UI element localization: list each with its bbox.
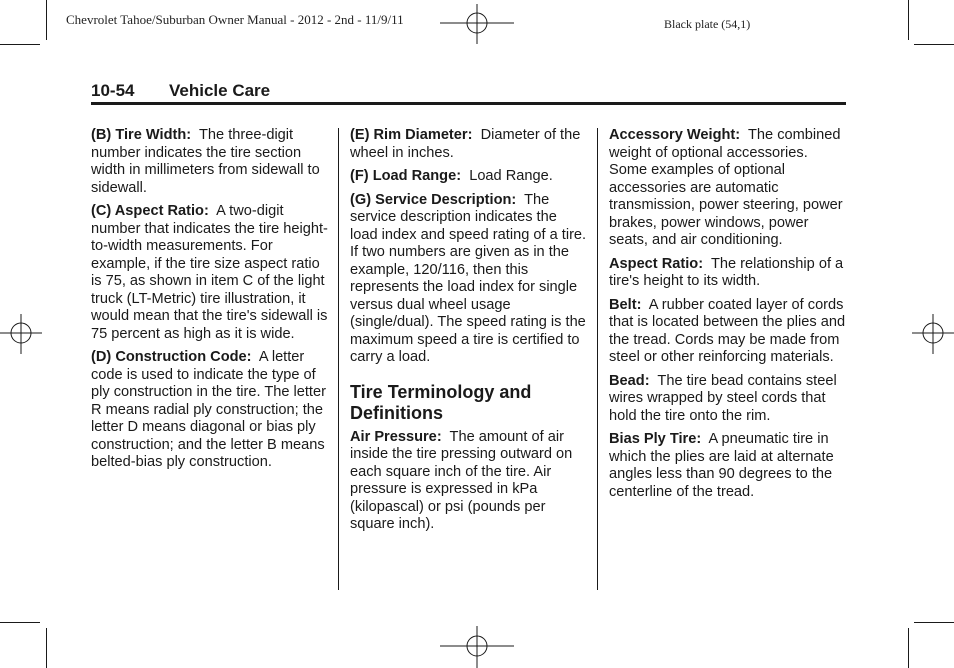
definition-entry: (F) Load Range: Load Range.	[350, 168, 553, 184]
definition-entry: Air Pressure: The amount of air inside the tire pressing outward on each square inch of the tire. Air pressure is expressed in kPa (kilopascal) or psi (pounds per square inch).	[350, 428, 573, 532]
definition-term: (G) Service Description	[350, 191, 512, 208]
definition-text: The tire bead contains steel wires wrapped by steel cords that hold the tire onto the rim.	[609, 372, 837, 424]
definition-term: (F) Load Range	[350, 168, 457, 184]
definition-text: The relationship of a tire's height to its width.	[609, 255, 844, 289]
definition-entry: (E) Rim Diameter: Diameter of the wheel in inches.	[350, 127, 581, 161]
definition-text: Load Range.	[469, 168, 553, 184]
definition-term: (B) Tire Width	[91, 127, 187, 143]
definition-entry: (G) Service Description: The service description indicates the load index and speed rating of a tire. If two numbers are given as in the example, 120/116, then this represents the load index for single versus dual wheel usage (single/dual). The speed rating is the maximum speed a tire is certified to carry a load.	[350, 191, 587, 365]
definition-entry: (D) Construction Code: A letter code is used to indicate the type of ply construction in the tire. The letter R means radial ply construction; the letter D means diagonal or bias ply construction; and the letter B means belted-bias ply construction.	[91, 349, 326, 470]
definition-entry: Bead: The tire bead contains steel wires wrapped by steel cords that hold the tire onto the rim.	[609, 372, 837, 424]
definition-entry: Accessory Weight: The combined weight of optional accessories. Some examples of optional accessories are automatic transmission, power steering, power brakes, power windows, power seats, and air conditioning.	[609, 127, 843, 248]
registration-mark-icon	[440, 4, 514, 44]
definition-term: Bead	[609, 372, 645, 389]
definition-text: A letter code is used to indicate the type of ply construction in the tire. The letter R means radial ply construction; the letter D means diagonal or bias ply construction; and the letter B means belted-bias ply construction.	[91, 349, 326, 470]
definition-term: (C) Aspect Ratio	[91, 203, 204, 219]
plate-info: Black plate (54,1)	[664, 17, 751, 31]
registration-mark-icon	[912, 314, 954, 354]
definition-text: A rubber coated layer of cords that is located between the plies and the tread. Cords may be made from steel or other reinforcing materials.	[609, 296, 846, 365]
column-2	[350, 127, 588, 540]
definition-entry: Aspect Ratio: The relationship of a tire's height to its width.	[609, 255, 844, 289]
heading-rule	[91, 102, 846, 105]
definition-entry: Bias Ply Tire: A pneumatic tire in which the plies are laid at alternate angles less than 90 degrees to the centerline of the tread.	[609, 431, 834, 500]
column-divider	[338, 128, 339, 590]
definition-text: A two-digit number that indicates the tire height-to-width measurements. For example, if the tire size aspect ratio is 75, as shown in item C of the light truck (LT-Metric) tire illustration, it would mean that the tire's sidewall is 75 percent as high as it is wide.	[91, 203, 328, 342]
definition-text: The amount of air inside the tire pressing outward on each square inch of the tire. Air pressure is expressed in kPa (kilopascal) or psi (pounds per square inch).	[350, 428, 573, 532]
definition-term: Air Pressure	[350, 428, 437, 445]
definition-term: (E) Rim Diameter	[350, 127, 468, 143]
definition-text: The three-digit number indicates the tire section width in millimeters from sidewall to sidewall.	[91, 127, 320, 196]
definition-entry: Belt: A rubber coated layer of cords that is located between the plies and the tread. Cords may be made from steel or other reinforcing materials.	[609, 296, 846, 365]
page-heading	[91, 81, 270, 101]
document-info: Chevrolet Tahoe/Suburban Owner Manual - 2012 - 2nd - 11/9/11	[66, 12, 404, 27]
definition-text: Diameter of the wheel in inches.	[350, 127, 581, 161]
column-1	[91, 127, 329, 478]
page-number: 10-54	[91, 81, 135, 100]
column-divider	[597, 128, 598, 590]
definition-text: The combined weight of optional accessories. Some examples of optional accessories are automatic transmission, power steering, power brakes, power windows, power seats, and air conditioning.	[609, 127, 843, 248]
definition-text: A pneumatic tire in which the plies are laid at alternate angles less than 90 degrees to the centerline of the tread.	[609, 431, 834, 500]
column-3	[609, 127, 849, 507]
definition-entry: (C) Aspect Ratio: A two-digit number that indicates the tire height-to-width measurements. For example, if the tire size aspect ratio is 75, as shown in item C of the light truck (LT-Metric) tire illustration, it would mean that the tire's sidewall is 75 percent as high as it is wide.	[91, 203, 328, 342]
definition-term: Accessory Weight	[609, 127, 736, 143]
registration-mark-icon	[0, 314, 42, 354]
definition-term: Bias Ply Tire	[609, 431, 697, 447]
definition-term: Aspect Ratio	[609, 255, 699, 272]
registration-mark-icon	[440, 626, 514, 668]
definition-term: Belt	[609, 296, 637, 313]
page-title: Vehicle Care	[169, 81, 271, 100]
definition-entry: (B) Tire Width: The three-digit number indicates the tire section width in millimeters from sidewall to sidewall.	[91, 127, 320, 196]
definition-text: The service description indicates the load index and speed rating of a tire. If two numbers are given as in the example, 120/116, then this represents the load index for single versus dual wheel usage (single/dual). The speed rating is the maximum speed a tire is certified to carry a load.	[350, 191, 587, 365]
definition-term: (D) Construction Code	[91, 349, 247, 365]
section-heading: Tire Terminology and Definitions	[350, 381, 532, 423]
